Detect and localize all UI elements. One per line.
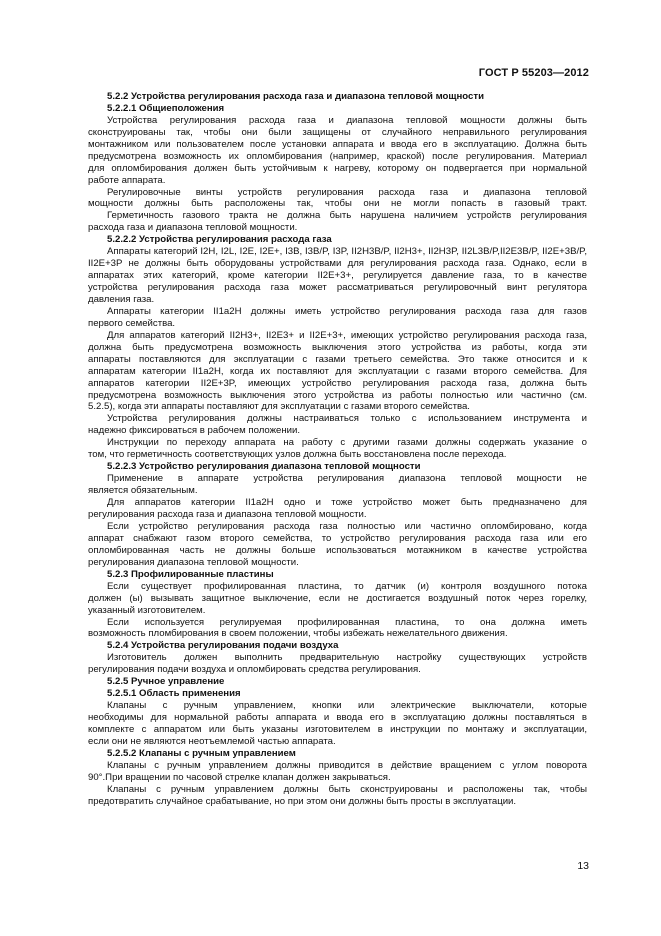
text-line: том, что герметичность соответствующих узлов должна быть восстановлена после перехода. — [88, 449, 507, 461]
text-line: Клапаны с ручным управлением должны приводится в действие вращением с углом поворота — [107, 759, 587, 771]
standard-header: ГОСТ Р 55203—2012 — [478, 67, 589, 79]
text-line: указанный изготовителем. — [88, 604, 206, 616]
text-line: Для аппаратов категорий II2H3+, II2E3+ и II2E+3+, имеющих устройство регулирования расхода газа, — [107, 329, 587, 341]
section-heading: 5.2.5.1 Область применения — [107, 688, 241, 700]
text-line: Устройства регулирования должны настраиваться только с использованием инструмента и — [107, 413, 587, 425]
text-line: монтажником или пользователем после установки аппарата и ввода его в эксплуатацию. Должна быть — [88, 138, 587, 150]
section-heading: 5.2.5 Ручное управление — [107, 676, 225, 688]
text-line: Применение в аппарате устройства регулирования диапазона тепловой мощности не — [107, 473, 587, 485]
text-line: мощности должны быть расположены так, чтобы они не могли попасть в газовый тракт. — [88, 198, 587, 210]
text-line: Устройства регулирования расхода газа и диапазона тепловой мощности должны быть — [107, 114, 587, 126]
text-line: 90°.При вращении по часовой стрелке клапан должен закрываться. — [88, 771, 391, 783]
section-heading: 5.2.2.1 Общиеположения — [107, 102, 225, 114]
text-line: надежно фиксироваться в рабочем положении. — [88, 425, 301, 437]
text-line: аппаратах этих категорий, кроме категории II2E+3+, регулируется давление газа, то в качестве — [88, 270, 587, 282]
text-line: Если используется регулируемая профилированная пластина, то она должна иметь — [107, 616, 587, 628]
text-line: Инструкции по переходу аппарата на работу с другими газами должны содержать указание о — [107, 437, 587, 449]
text-line: расхода газа и диапазона тепловой мощности. — [88, 222, 298, 234]
text-line: Герметичность газового тракта не должна быть нарушена наличием устройств регулирования — [107, 210, 587, 222]
section-heading: 5.2.3 Профилированные пластины — [107, 568, 274, 580]
text-line: Клапаны с ручным управлением, кнопки или электрические выключатели, которые — [107, 700, 587, 712]
page-number: 13 — [577, 860, 589, 872]
text-line: аппарат снабжают газом второго семейства, то устройство регулирования расхода газа или его — [88, 532, 587, 544]
section-heading: 5.2.5.2 Клапаны с ручным управлением — [107, 747, 296, 759]
text-line: комплекте с аппаратом или быть указаны изготовителем в инструкции по монтажу и эксплуатации, — [88, 724, 587, 736]
text-line: является обязательным. — [88, 485, 198, 497]
text-line: Аппараты категории II1a2H должны иметь устройство регулирования расхода газа для газов — [107, 305, 587, 317]
text-line: Клапаны с ручным управлением должны быть сконструированы и расположены так, чтобы — [107, 783, 587, 795]
text-line: сконструированы так, чтобы они были защищены от случайного неправильного регулирования — [88, 126, 587, 138]
text-line: предотвратить случайное срабатывание, но при этом они должны быть просты в эксплуатации. — [88, 795, 517, 807]
text-line: должен (ы) вызывать защитное выключение, если не достигается воздушный поток через горелку, — [88, 592, 587, 604]
text-line: регулирования диапазона тепловой мощности. — [88, 556, 299, 568]
section-heading: 5.2.2 Устройства регулирования расхода газа и диапазона тепловой мощности — [107, 91, 484, 102]
text-line: Аппараты категорий I2H, I2L, I2E, I2E+, I3B, I3B/P, I3P, II2H3B/P, II2H3+, II2H3P, II2L3B/P,II2E3B/P, II2E+3B/P, — [107, 246, 587, 258]
section-heading: 5.2.2.2 Устройства регулирования расхода газа — [107, 234, 332, 246]
text-line: давления газа. — [88, 294, 155, 306]
text-line: предусмотрена возможность выключения этого устройства из работы полностью или частично (см. — [88, 389, 587, 401]
text-line: регулирования расхода газа и диапазона тепловой мощности. — [88, 509, 367, 520]
text-line: Если существует профилированная пластина, то датчик (и) контроля воздушного потока — [107, 580, 587, 592]
text-line: устройства регулирования расхода газа может рассматриваться регулировочный винт регулятора — [88, 282, 587, 294]
section-heading: 5.2.2.3 Устройство регулирования диапазона тепловой мощности — [107, 461, 421, 473]
text-line: возможность пломбирования в своем положении, чтобы избежать нежелательного движения. — [88, 628, 508, 640]
text-line: II2E+3P не должны быть оборудованы устройствами для регулирования расхода газа. Однако, если в — [88, 258, 587, 270]
text-line: 5.2.5), когда эти аппараты поставляют для эксплуатации с газами второго семейства. — [88, 401, 470, 413]
text-line: работе аппарата. — [88, 174, 166, 186]
text-line: должна быть предусмотрена возможность выключения этого устройства из работы, когда эти — [88, 341, 587, 353]
text-line: необходимы для нормальной работы аппарата и ввода его в эксплуатацию должны поставляться в — [88, 712, 587, 724]
text-line: Если устройство регулирования расхода газа полностью или частично опломбировано, когда — [107, 520, 587, 532]
document-body — [88, 91, 587, 808]
text-line: первого семейства. — [88, 317, 176, 329]
text-line: Для аппаратов категории II1a2H одно и тоже устройство может быть предназначено для — [107, 497, 587, 509]
text-line: регулирования подачи воздуха и опломбировать средства регулирования. — [88, 664, 421, 676]
text-line: если они не являются неотъемлемой частью аппарата. — [88, 735, 336, 747]
text-line: аппаратам категории II1a2H, когда их поставляют для эксплуатации с газами второго семейства. Для — [88, 365, 587, 377]
text-line: Изготовитель должен выполнить предварительную настройку существующих устройств — [107, 652, 587, 664]
text-line: для опломбирования должен быть устойчивым к нагреву, которому он подвергается при нормальной — [88, 162, 587, 174]
text-line: опломбированная часть не должны больше использоваться мотажником в качестве устройства — [88, 544, 587, 556]
text-line: аппаратов категории II2E+3P, имеющих устройство регулирования расхода газа, должна быть — [88, 377, 587, 389]
text-line: Регулировочные винты устройств регулирования расхода газа и диапазона тепловой — [107, 186, 587, 198]
section-heading: 5.2.4 Устройства регулирования подачи воздуха — [107, 640, 339, 652]
text-line: предусмотрена возможность их опломбирования (например, краской) после регулирования. Материал — [88, 150, 587, 162]
text-line: аппараты поставляются для эксплуатации с газами третьего семейства. Это также относится и к — [88, 353, 587, 365]
